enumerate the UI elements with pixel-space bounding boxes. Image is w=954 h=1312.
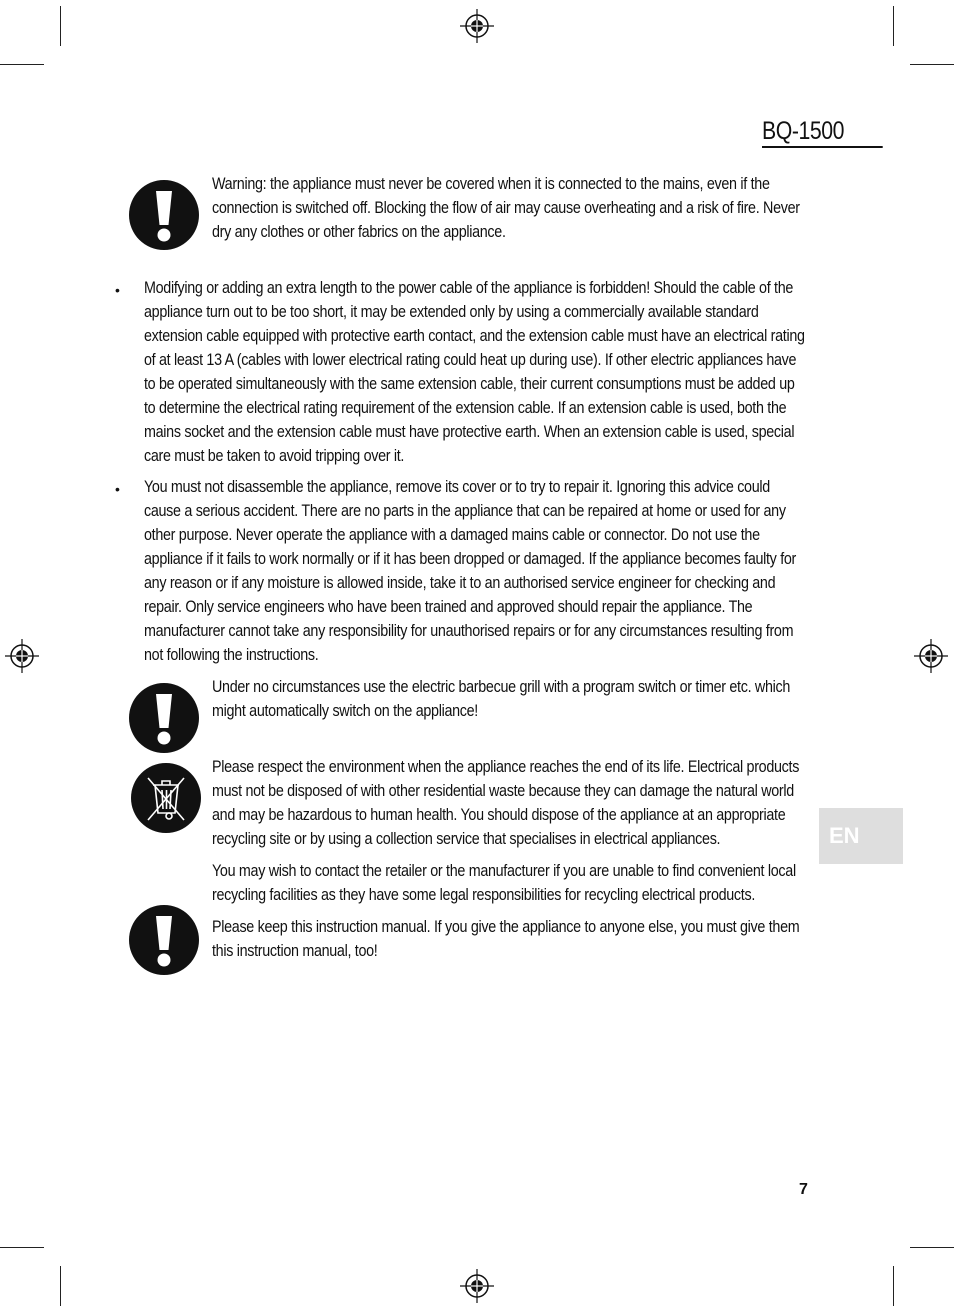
registration-mark-icon xyxy=(460,1269,494,1303)
warning-covered-text: Warning: the appliance must never be covered when it is connected to the mains, even if the connection is switched off. Blocking the flow of air may cause overheating and a risk of fire. Never dry any clothes or other fabrics on the appliance. xyxy=(212,175,800,241)
bullet-marker: • xyxy=(115,481,120,497)
page-number: 7 xyxy=(799,1181,808,1198)
crop-mark xyxy=(910,64,954,65)
exclamation-icon xyxy=(129,180,199,250)
bullet-repair-text: You must not disassemble the appliance, remove its cover or to try to repair it. Ignoring this advice could cause a serious accident. There are no parts in the appliance that can be repaired at home or used for any other purpose. Never operate the appliance with a damaged mains cable or connector. Do not use the appliance if it fails to work normally or if it has been dropped or damaged. If the appliance becomes faulty for any reason or if any moisture is allowed inside, take it to an authorised service engineer for checking and repair. Only service engineers who have been trained and approved should repair the appliance. The manufacturer cannot take any responsibility for unauthorised repairs or for any circumstances resulting from not following the instructions. xyxy=(144,478,797,664)
exclamation-icon xyxy=(129,683,199,753)
warning-recycling-text: Please respect the environment when the appliance reaches the end of its life. Electrical products must not be disposed of with other residential waste because they can damage the natural world and may be hazardous to human health. You should dispose of the appliance at an appropriate recycling site or by using a collection service that specialises in electrical appliances. xyxy=(212,758,800,848)
warning-timer-text: Under no circumstances use the electric barbecue grill with a program switch or timer etc. which might automatically switch on the appliance! xyxy=(212,678,791,720)
exclamation-icon xyxy=(129,905,199,975)
crop-mark xyxy=(60,1266,61,1306)
crop-mark xyxy=(0,64,44,65)
warning-recycling-contact-text: You may wish to contact the retailer or the manufacturer if you are unable to find convenient local recycling facilities as they have some legal responsibilities for recycling electrical products. xyxy=(212,862,796,904)
bullet-marker: • xyxy=(115,282,120,298)
crossed-out-wheelie-bin-icon xyxy=(131,763,201,833)
warning-manual-text: Please keep this instruction manual. If you give the appliance to anyone else, you must give them this instruction manual, too! xyxy=(212,918,800,960)
model-title: BQ-1500 xyxy=(762,116,883,148)
registration-mark-icon xyxy=(460,9,494,43)
language-tab: EN xyxy=(819,808,903,864)
registration-mark-icon xyxy=(914,639,948,673)
crop-mark xyxy=(910,1247,954,1248)
crop-mark xyxy=(893,6,894,46)
crop-mark xyxy=(0,1247,44,1248)
crop-mark xyxy=(60,6,61,46)
registration-mark-icon xyxy=(5,639,39,673)
bullet-cable-text: Modifying or adding an extra length to the power cable of the appliance is forbidden! Should the cable of the appliance turn out to be too short, it may be extended only by using a commercially available standard extension cable equipped with protective earth contact, and the extension cable must have an electrical rating of at least 13 A (cables with lower electrical rating could heat up during use). If other electric appliances have to be operated simultaneously with the same extension cable, their current consumptions must be added up to determine the electrical rating requirement of the extension cable. If an extension cable is used, both the mains socket and the extension cable must have protective earth. When an extension cable is used, special care must be taken to avoid tripping over it. xyxy=(144,279,805,465)
crop-mark xyxy=(893,1266,894,1306)
